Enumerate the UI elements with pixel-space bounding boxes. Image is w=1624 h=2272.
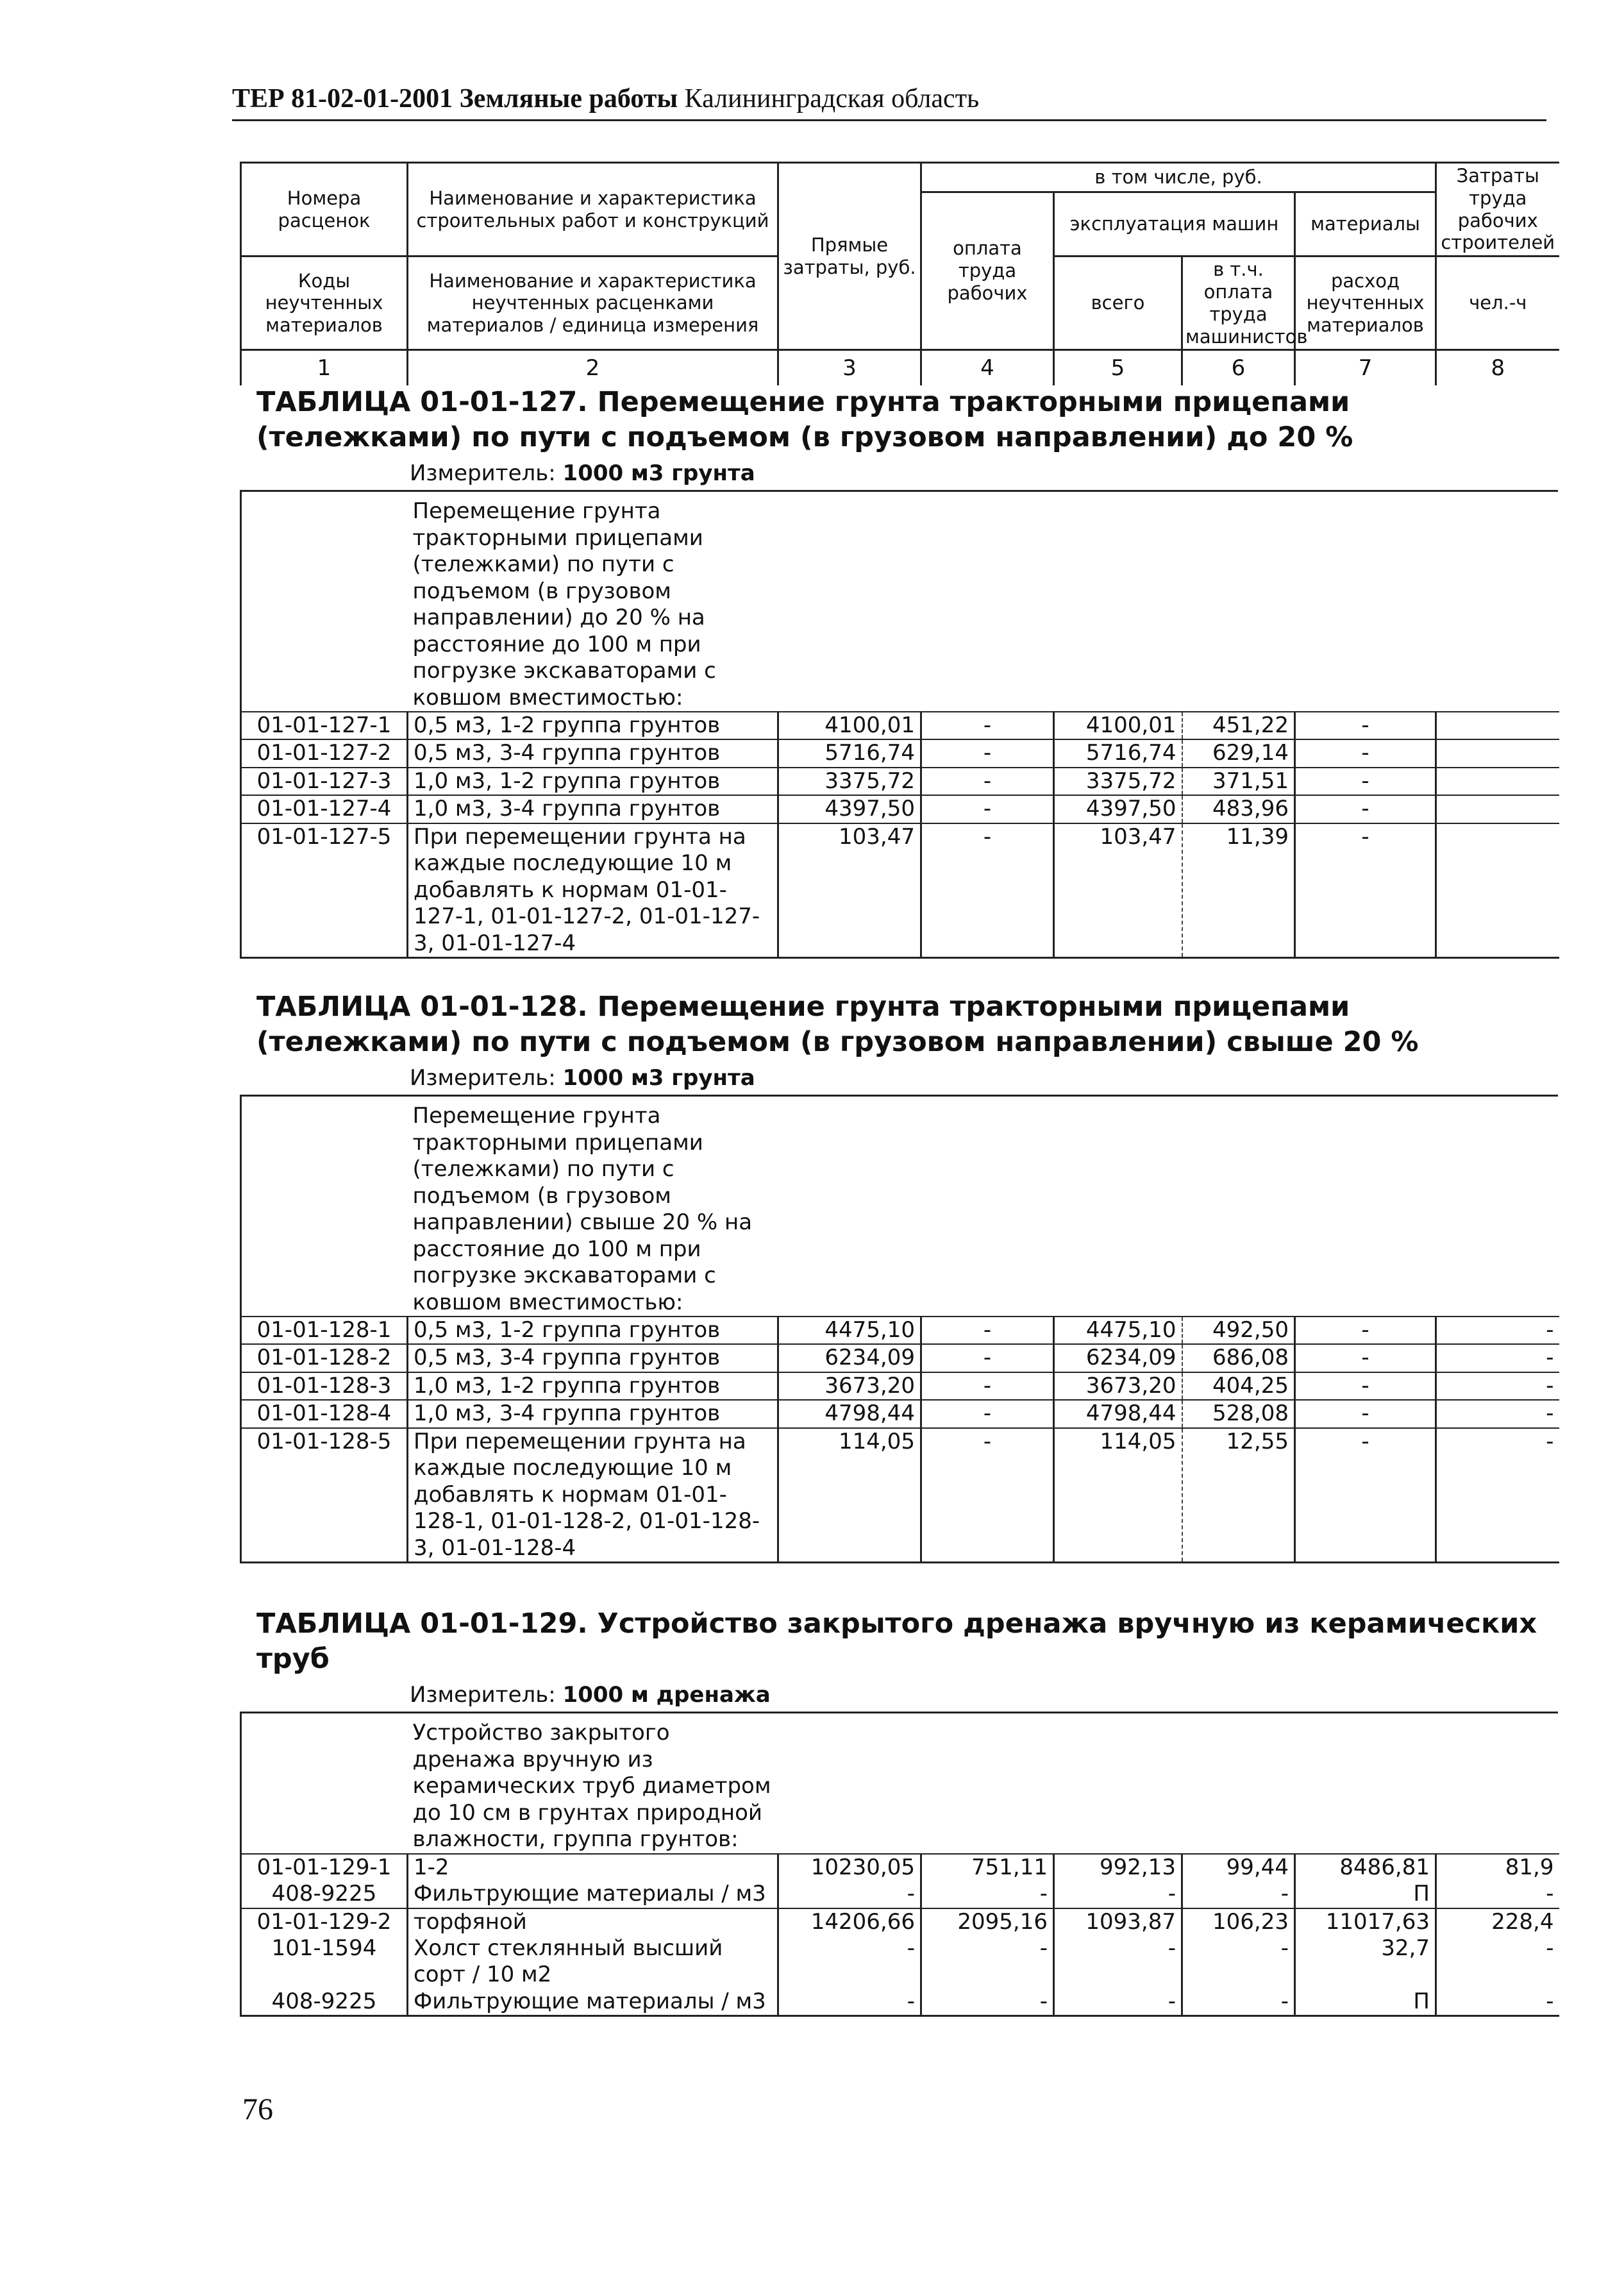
column-number: 4 [921, 350, 1054, 386]
table-row [241, 712, 1559, 739]
col6-header: в т.ч. оплата труда машинистов [1182, 257, 1295, 350]
page-number: 76 [242, 2092, 273, 2126]
machinist-labor-cost: 492,50 [1182, 1317, 1295, 1344]
materials-cost: - [1295, 1372, 1436, 1400]
rate-code: 01-01-128-1 [241, 1317, 408, 1344]
included-group-header: в том числе, руб. [921, 163, 1436, 192]
machine-cost: - [1054, 1881, 1182, 1908]
machine-cost: 1093,87 [1054, 1908, 1182, 1935]
column-number: 5 [1054, 350, 1182, 386]
page-header [232, 83, 1546, 121]
document-code: ТЕР 81-02-01-2001 Земляные работы [232, 84, 678, 114]
table-row [241, 1317, 1559, 1344]
table-row [241, 1372, 1559, 1400]
rate-code: 01-01-127-3 [241, 768, 408, 795]
rate-name: торфяной [408, 1908, 778, 1935]
machinist-labor-cost: 99,44 [1182, 1854, 1295, 1881]
material-name: Фильтрующие материалы / м3 [408, 1989, 778, 2016]
machinist-labor-cost: 629,14 [1182, 739, 1295, 767]
labor-hours: - [1436, 1935, 1559, 1989]
column-number: 8 [1436, 350, 1559, 386]
materials-cost: - [1295, 1344, 1436, 1372]
machine-cost: 5716,74 [1054, 739, 1182, 767]
labor-cost: - [921, 739, 1054, 767]
direct-cost: 4798,44 [778, 1400, 921, 1427]
intro-text: Устройство закрытого дренажа вручную из керамических труб диаметром до 10 см в грунтах природной влажности, группа грунтов: [412, 1720, 771, 1853]
rate-name: 0,5 м3, 3-4 группа грунтов [408, 739, 778, 767]
labor-hours [1436, 768, 1559, 795]
table-row [241, 1344, 1559, 1372]
rates-table [240, 1097, 1559, 1563]
rate-code: 01-01-128-2 [241, 1344, 408, 1372]
direct-cost: 14206,66 [778, 1908, 921, 1935]
labor-cost: - [921, 1400, 1054, 1427]
machine-cost: 4100,01 [1054, 712, 1182, 739]
direct-cost: - [778, 1881, 921, 1908]
measure-label: Измеритель: [410, 460, 556, 487]
rate-name: 1,0 м3, 1-2 группа грунтов [408, 1372, 778, 1400]
measure-value: 1000 м3 грунта [562, 460, 755, 487]
labor-cost: - [921, 1881, 1054, 1908]
machinist-labor-cost: 12,55 [1182, 1428, 1295, 1563]
machinist-labor-cost: 404,25 [1182, 1372, 1295, 1400]
machinist-labor-cost: 483,96 [1182, 795, 1295, 823]
rate-name: 0,5 м3, 3-4 группа грунтов [408, 1344, 778, 1372]
direct-cost: 5716,74 [778, 739, 921, 767]
column-number: 3 [778, 350, 921, 386]
col5-header: всего [1054, 257, 1182, 350]
materials-cost: - [1295, 768, 1436, 795]
col7-header: расход неучтенных материалов [1295, 257, 1436, 350]
table-row [241, 1989, 1559, 2016]
table-title: ТАБЛИЦА 01-01-129. Устройство закрытого дренажа вручную из керамических труб [256, 1608, 1537, 1676]
labor-hours [1436, 739, 1559, 767]
direct-cost: 103,47 [778, 823, 921, 958]
col2-top-header: Наименование и характеристика строительных работ и конструкций [408, 163, 778, 257]
labor-cost: - [921, 1317, 1054, 1344]
labor-hours: - [1436, 1400, 1559, 1427]
machinist-labor-cost: - [1182, 1881, 1295, 1908]
material-consumption: П [1295, 1881, 1436, 1908]
table-title: ТАБЛИЦА 01-01-128. Перемещение грунта тракторными прицепами (тележками) по пути с подъемом (в грузовом направлении) свыше 20 % [256, 991, 1419, 1059]
table-section-128 [240, 989, 1558, 1563]
material-name: Холст стеклянный высший сорт / 10 м2 [408, 1935, 778, 1989]
table-row [241, 1908, 1559, 1935]
table-row [241, 1400, 1559, 1427]
labor-cost: - [921, 1935, 1054, 1989]
rate-name: 1,0 м3, 3-4 группа грунтов [408, 795, 778, 823]
table-row [241, 768, 1559, 795]
table-row [241, 1428, 1559, 1563]
rates-table [240, 1713, 1559, 2017]
table-row [241, 823, 1559, 958]
labor-hours: - [1436, 1881, 1559, 1908]
materials-cost: - [1295, 823, 1436, 958]
direct-cost: 3375,72 [778, 768, 921, 795]
machinist-labor-cost: 528,08 [1182, 1400, 1295, 1427]
measure [410, 459, 1558, 490]
machinist-labor-cost: 11,39 [1182, 823, 1295, 958]
intro-row [241, 492, 1559, 712]
table-row [241, 739, 1559, 767]
material-consumption: 32,7 [1295, 1935, 1436, 1989]
materials-cost: 11017,63 [1295, 1908, 1436, 1935]
rate-code: 01-01-129-1 [241, 1854, 408, 1881]
rate-code: 01-01-127-2 [241, 739, 408, 767]
intro-row [241, 1097, 1559, 1317]
machinist-labor-cost: - [1182, 1989, 1295, 2016]
rate-code: 01-01-129-2 [241, 1908, 408, 1935]
materials-cost: - [1295, 739, 1436, 767]
labor-hours: - [1436, 1317, 1559, 1344]
column-header-table [240, 162, 1559, 385]
rate-code: 01-01-128-5 [241, 1428, 408, 1563]
rate-code: 01-01-128-4 [241, 1400, 408, 1427]
table-row [241, 1935, 1559, 1989]
labor-cost: 751,11 [921, 1854, 1054, 1881]
machine-cost: 6234,09 [1054, 1344, 1182, 1372]
material-code: 101-1594 [241, 1935, 408, 1989]
machinist-labor-cost: 106,23 [1182, 1908, 1295, 1935]
labor-hours: - [1436, 1428, 1559, 1563]
table-row [241, 1881, 1559, 1908]
machine-cost: - [1054, 1989, 1182, 2016]
col8-top-header: Затраты труда рабочих строителей [1436, 163, 1559, 257]
machinist-labor-cost: - [1182, 1935, 1295, 1989]
col8-unit-header: чел.-ч [1436, 257, 1559, 350]
measure-label: Измеритель: [410, 1682, 556, 1708]
col1-bottom-header: Коды неучтенных материалов [241, 257, 408, 350]
labor-cost: - [921, 768, 1054, 795]
machine-cost: 3375,72 [1054, 768, 1182, 795]
intro-text: Перемещение грунта тракторными прицепами (тележками) по пути с подъемом (в грузовом направлении) до 20 % на расстояние до 100 м при погрузке экскаваторами с ковшом вместимостью: [412, 498, 716, 711]
labor-cost: - [921, 1344, 1054, 1372]
labor-cost: - [921, 795, 1054, 823]
direct-cost: - [778, 1989, 921, 2016]
labor-cost: - [921, 1372, 1054, 1400]
rate-name: При перемещении грунта на каждые последующие 10 м добавлять к нормам 01-01-128-1, 01-01-128-2, 01-01-128-3, 01-01-128-4 [408, 1428, 778, 1563]
labor-cost: - [921, 1989, 1054, 2016]
machinist-labor-cost: 686,08 [1182, 1344, 1295, 1372]
col2-bottom-header: Наименование и характеристика неучтенных расценками материалов / единица измерения [408, 257, 778, 350]
labor-hours: 228,4 [1436, 1908, 1559, 1935]
direct-cost: 4100,01 [778, 712, 921, 739]
column-number: 7 [1295, 350, 1436, 386]
table-title: ТАБЛИЦА 01-01-127. Перемещение грунта тракторными прицепами (тележками) по пути с подъемом (в грузовом направлении) до 20 % [256, 386, 1353, 454]
direct-cost: 6234,09 [778, 1344, 921, 1372]
col4-header: оплата труда рабочих [921, 192, 1054, 350]
materials-cost: - [1295, 712, 1436, 739]
material-code: 408-9225 [241, 1881, 408, 1908]
materials-cost: - [1295, 795, 1436, 823]
rate-name: 1,0 м3, 3-4 группа грунтов [408, 1400, 778, 1427]
measure-value: 1000 м дренажа [562, 1682, 771, 1708]
rate-code: 01-01-128-3 [241, 1372, 408, 1400]
labor-cost: - [921, 712, 1054, 739]
machine-cost: 4475,10 [1054, 1317, 1182, 1344]
machinist-labor-cost: 371,51 [1182, 768, 1295, 795]
rate-name: 0,5 м3, 1-2 группа грунтов [408, 712, 778, 739]
column-numbers-row [241, 350, 1559, 386]
rates-table [240, 492, 1559, 959]
machinist-labor-cost: 451,22 [1182, 712, 1295, 739]
labor-hours: - [1436, 1372, 1559, 1400]
direct-cost: 4475,10 [778, 1317, 921, 1344]
labor-cost: - [921, 823, 1054, 958]
direct-cost: 10230,05 [778, 1854, 921, 1881]
labor-hours [1436, 795, 1559, 823]
table-row [241, 795, 1559, 823]
table-section-129 [240, 1606, 1558, 2017]
labor-hours [1436, 712, 1559, 739]
rate-code: 01-01-127-5 [241, 823, 408, 958]
col3-header: Прямые затраты, руб. [778, 163, 921, 350]
materials-cost: - [1295, 1428, 1436, 1563]
labor-hours: - [1436, 1989, 1559, 2016]
machine-cost: 114,05 [1054, 1428, 1182, 1563]
machines-group-header: эксплуатация машин [1054, 192, 1295, 257]
direct-cost: 114,05 [778, 1428, 921, 1563]
rate-name: 1,0 м3, 1-2 группа грунтов [408, 768, 778, 795]
materials-cost: - [1295, 1400, 1436, 1427]
machine-cost: 3673,20 [1054, 1372, 1182, 1400]
direct-cost: 3673,20 [778, 1372, 921, 1400]
material-consumption: П [1295, 1989, 1436, 2016]
measure [410, 1681, 1558, 1712]
measure-label: Измеритель: [410, 1065, 556, 1091]
measure-value: 1000 м3 грунта [562, 1065, 755, 1091]
materials-group-header: материалы [1295, 192, 1436, 257]
rate-name: 0,5 м3, 1-2 группа грунтов [408, 1317, 778, 1344]
machine-cost: - [1054, 1935, 1182, 1989]
document-region: Калининградская область [684, 84, 980, 114]
rate-name: 1-2 [408, 1854, 778, 1881]
rate-code: 01-01-127-4 [241, 795, 408, 823]
rate-code: 01-01-127-1 [241, 712, 408, 739]
materials-cost: 8486,81 [1295, 1854, 1436, 1881]
material-code: 408-9225 [241, 1989, 408, 2016]
materials-cost: - [1295, 1317, 1436, 1344]
intro-row [241, 1713, 1559, 1853]
col1-top-header: Номера расценок [241, 163, 408, 257]
column-number: 6 [1182, 350, 1295, 386]
intro-text: Перемещение грунта тракторными прицепами (тележками) по пути с подъемом (в грузовом направлении) свыше 20 % на расстояние до 100 м при погрузке экскаваторами с ковшом вместимостью: [412, 1103, 753, 1315]
labor-hours: 81,9 [1436, 1854, 1559, 1881]
labor-cost: 2095,16 [921, 1908, 1054, 1935]
material-name: Фильтрующие материалы / м3 [408, 1881, 778, 1908]
labor-hours: - [1436, 1344, 1559, 1372]
machine-cost: 992,13 [1054, 1854, 1182, 1881]
machine-cost: 4798,44 [1054, 1400, 1182, 1427]
machine-cost: 4397,50 [1054, 795, 1182, 823]
column-number: 1 [241, 350, 408, 386]
table-row [241, 1854, 1559, 1881]
column-number: 2 [408, 350, 778, 386]
direct-cost: - [778, 1935, 921, 1989]
direct-cost: 4397,50 [778, 795, 921, 823]
table-section-127 [240, 385, 1558, 959]
rate-name: При перемещении грунта на каждые последующие 10 м добавлять к нормам 01-01-127-1, 01-01-127-2, 01-01-127-3, 01-01-127-4 [408, 823, 778, 958]
labor-cost: - [921, 1428, 1054, 1563]
labor-hours [1436, 823, 1559, 958]
measure [410, 1064, 1558, 1095]
machine-cost: 103,47 [1054, 823, 1182, 958]
